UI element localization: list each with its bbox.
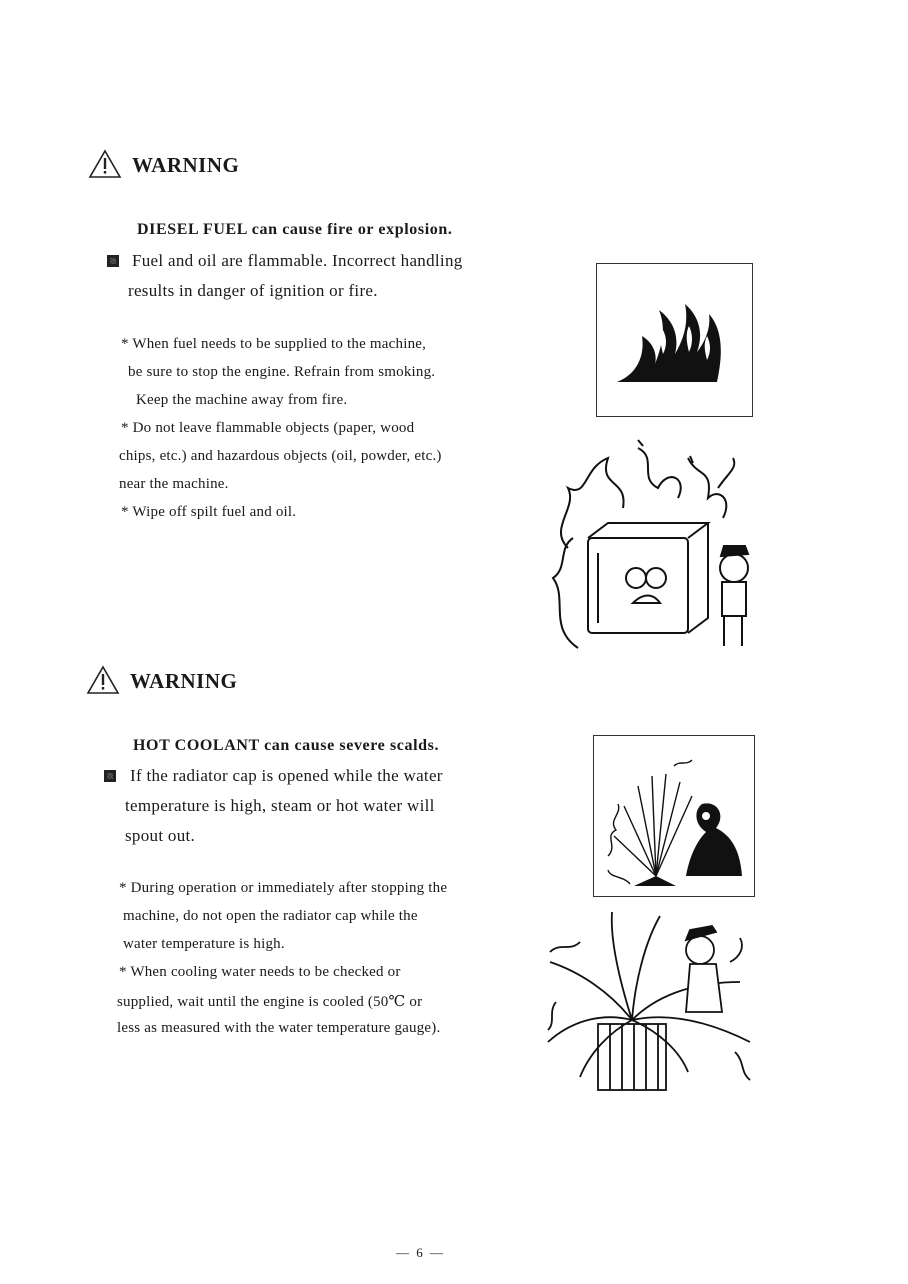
main-line: results in danger of ignition or fire. — [128, 281, 378, 300]
note-line: * When fuel needs to be supplied to the machine, — [121, 336, 427, 352]
warning-triangle-icon — [86, 665, 120, 695]
page-number: — 6 — — [396, 1245, 445, 1260]
note-line: Keep the machine away from fire. — [136, 392, 348, 408]
main-line: If the radiator cap is opened while the water — [130, 766, 443, 785]
note-line: * Do not leave flammable objects (paper, wood — [121, 420, 415, 436]
radiator-spray-illustration — [540, 902, 765, 1097]
flame-pictogram-box — [596, 263, 753, 417]
note-line: * During operation or immediately after stopping the — [119, 880, 448, 896]
square-bullet-icon — [104, 770, 116, 782]
note-line: supplied, wait until the engine is cooled (50℃ or — [117, 994, 423, 1010]
main-line: spout out. — [125, 826, 196, 845]
note-line: be sure to stop the engine. Refrain from smoking. — [128, 364, 436, 380]
flame-icon — [597, 264, 752, 416]
note-line: water temperature is high. — [123, 936, 285, 952]
warning-triangle-icon — [88, 149, 122, 179]
note-line: chips, etc.) and hazardous objects (oil, powder, etc.) — [119, 448, 442, 464]
steam-pictogram-box — [593, 735, 755, 897]
square-bullet-icon — [107, 255, 119, 267]
warning-heading-1: WARNING — [132, 153, 240, 177]
main-line: Fuel and oil are flammable. Incorrect handling — [132, 251, 463, 270]
burning-machine-illustration — [538, 428, 770, 660]
steam-spray-icon — [594, 736, 754, 896]
note-line: machine, do not open the radiator cap while the — [123, 908, 418, 924]
warning-heading-2: WARNING — [130, 669, 238, 693]
note-line: near the machine. — [119, 476, 229, 492]
note-line: less as measured with the water temperature gauge). — [117, 1020, 441, 1036]
subheading-hot-coolant: HOT COOLANT can cause severe scalds. — [133, 737, 440, 754]
subheading-diesel-fuel: DIESEL FUEL can cause fire or explosion. — [137, 221, 453, 238]
note-line: * When cooling water needs to be checked or — [119, 964, 401, 980]
note-line: * Wipe off spilt fuel and oil. — [121, 504, 297, 520]
main-line: temperature is high, steam or hot water will — [125, 796, 435, 815]
